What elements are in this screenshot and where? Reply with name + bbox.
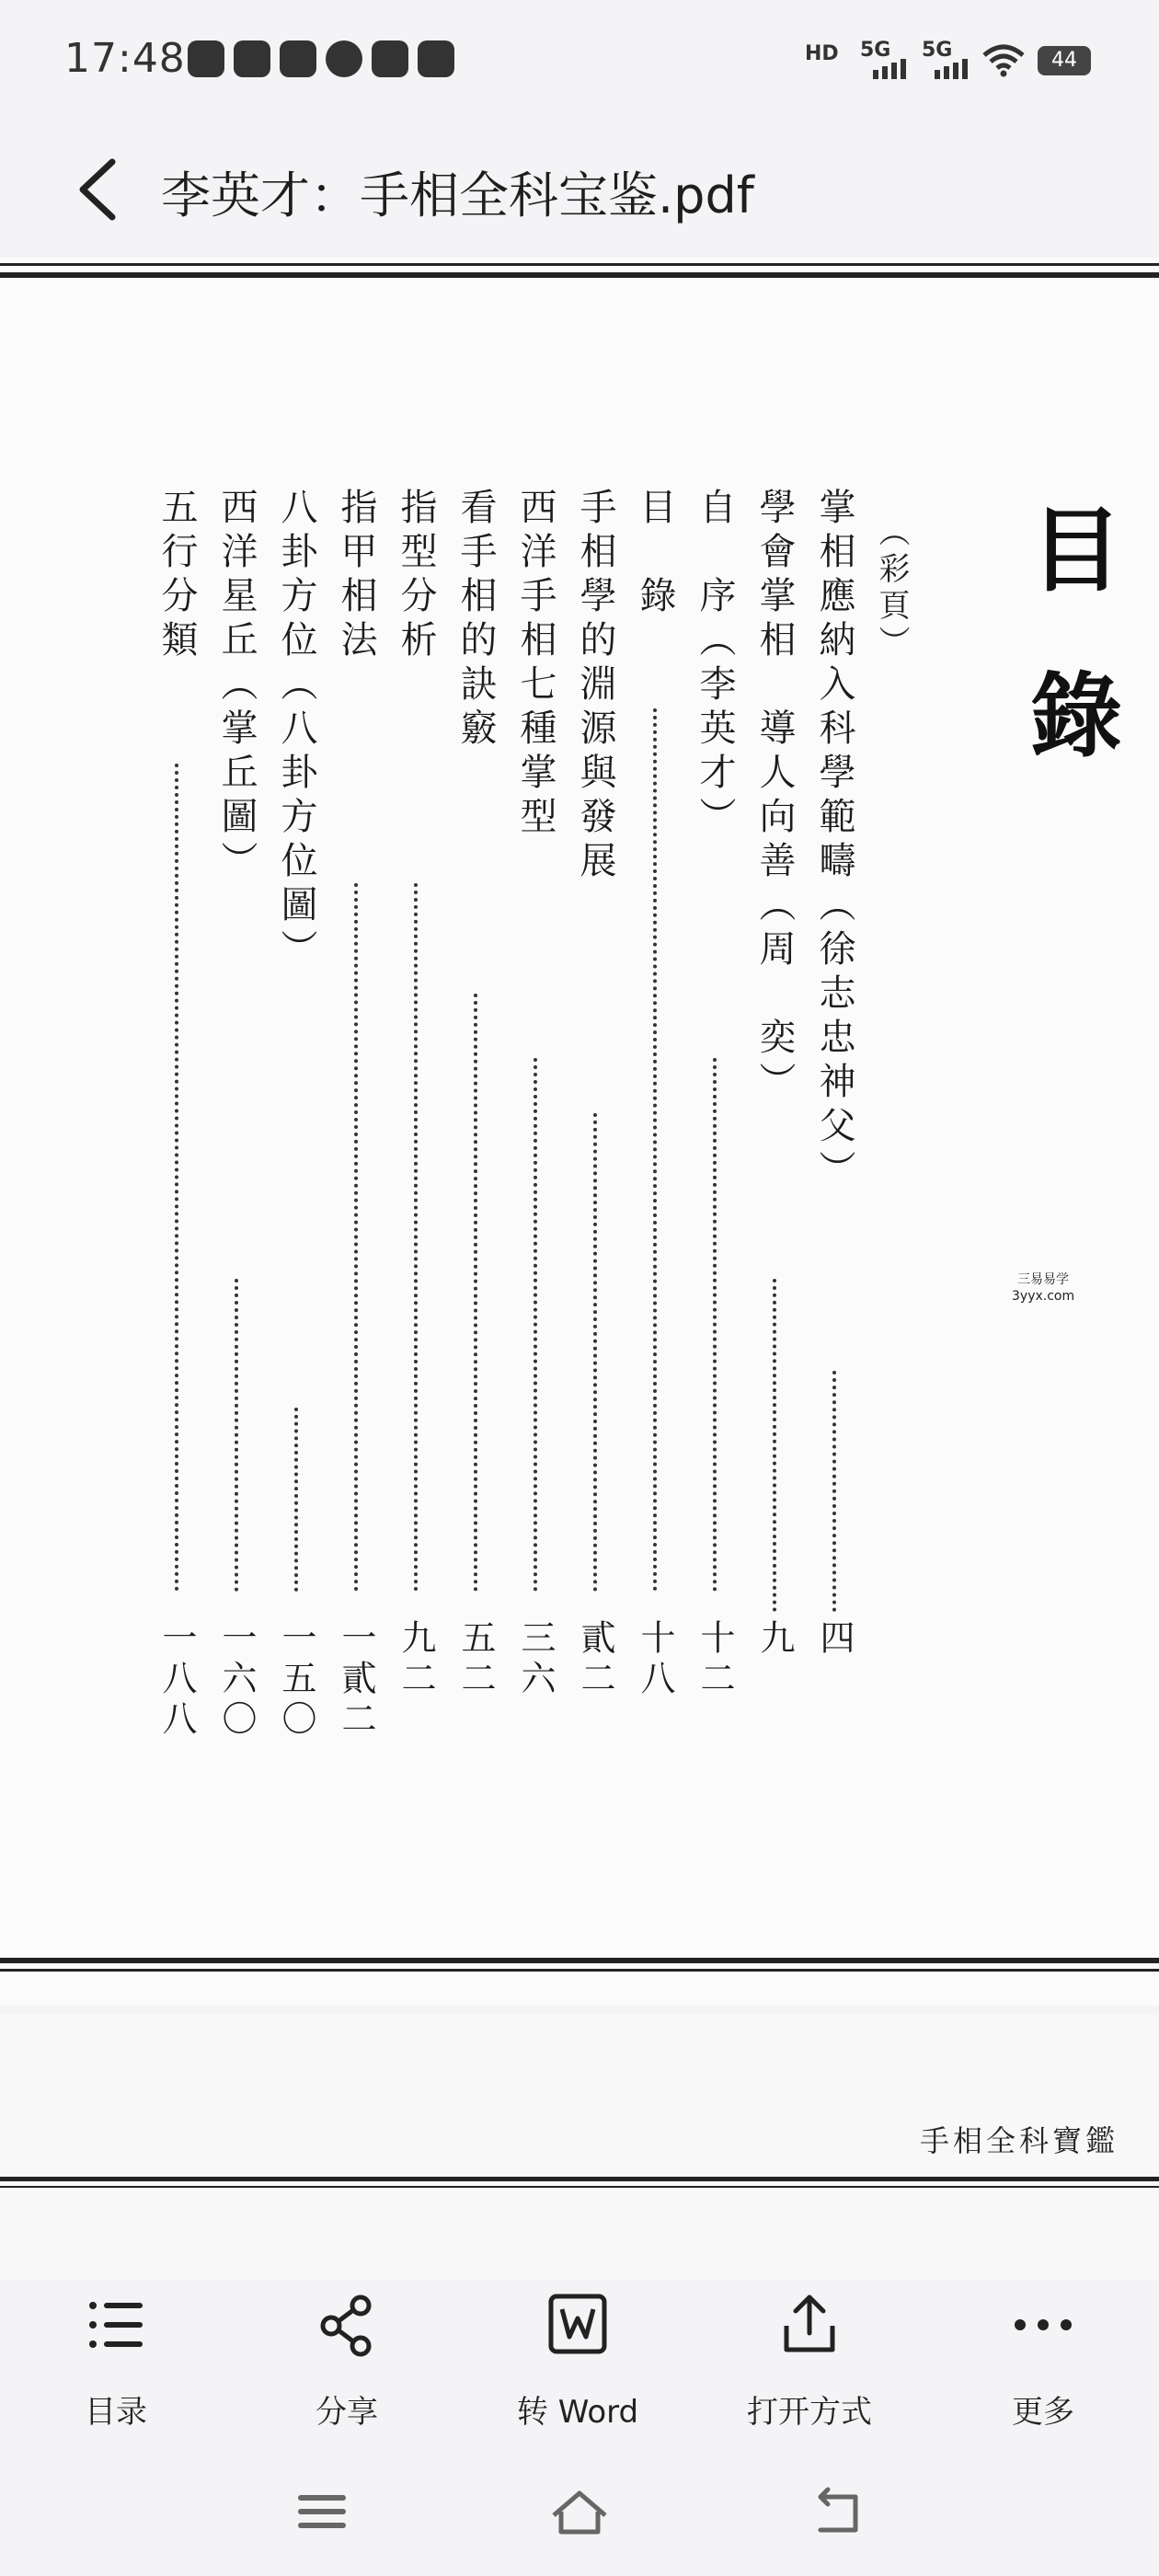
home-icon[interactable] bbox=[543, 2484, 616, 2539]
leader-dots bbox=[474, 994, 477, 1592]
leader-dots bbox=[414, 883, 418, 1592]
leader-dots bbox=[773, 1279, 776, 1612]
toc-entry[interactable]: 手相學的淵源與發展 貳二 bbox=[574, 488, 616, 1700]
open-with-button[interactable]: 打开方式 bbox=[717, 2280, 901, 2447]
toc-entry[interactable]: 目 錄 十八 bbox=[634, 488, 676, 1700]
hd-voice-indicator: HD bbox=[805, 42, 839, 65]
toc-entry[interactable]: 掌相應納入科學範疇（徐志忠神父） 四 bbox=[813, 488, 855, 1660]
toc-heading: 目錄 bbox=[1015, 501, 1123, 833]
page-bottom-rule-thick bbox=[0, 1958, 1159, 1963]
page-top-rule-thick bbox=[0, 272, 1159, 278]
back-arrow-icon[interactable] bbox=[72, 156, 123, 223]
toc-entry[interactable]: 指型分析 九二 bbox=[395, 488, 437, 1700]
table-of-contents bbox=[110, 488, 993, 1794]
battery-indicator: 44 bbox=[1038, 46, 1091, 75]
toc-entry[interactable]: 五行分類 一八八 bbox=[155, 488, 198, 1741]
leader-dots bbox=[235, 1279, 238, 1592]
toc-entry[interactable]: 指甲相法 一貳二 bbox=[335, 488, 377, 1741]
system-nav-bar bbox=[0, 2447, 1159, 2576]
back-nav-icon[interactable] bbox=[800, 2484, 874, 2539]
pdf-page-next[interactable] bbox=[0, 2015, 1159, 2282]
color-pages-label: （彩頁） bbox=[873, 515, 910, 662]
leader-dots bbox=[593, 1113, 597, 1592]
more-icon bbox=[1011, 2293, 1075, 2357]
signal-icon-2 bbox=[922, 59, 970, 79]
page2-rule-thin bbox=[0, 2186, 1159, 2188]
app-notification-icon bbox=[234, 40, 270, 77]
wifi-icon bbox=[982, 44, 1025, 77]
convert-word-button[interactable]: 转 Word bbox=[486, 2280, 670, 2447]
watermark: 三易易学 3yyx.com bbox=[1012, 1272, 1075, 1304]
toc-entry[interactable]: 自 序（李英才） 十二 bbox=[694, 488, 736, 1700]
leader-dots bbox=[534, 1058, 537, 1592]
leader-dots bbox=[354, 883, 358, 1592]
status-bar bbox=[0, 0, 1159, 120]
clock: 17:48 bbox=[64, 35, 186, 82]
toc-entry[interactable]: 學會掌相 導人向善（周 奕） 九 bbox=[753, 488, 796, 1660]
recent-apps-icon[interactable] bbox=[285, 2484, 359, 2539]
list-icon bbox=[84, 2293, 148, 2357]
leader-dots bbox=[175, 764, 178, 1592]
network-type-2: 5G bbox=[922, 39, 953, 62]
toc-entry[interactable]: 看手相的訣竅 五二 bbox=[454, 488, 497, 1700]
toc-entry[interactable]: 八卦方位（八卦方位圖） 一五〇 bbox=[275, 488, 317, 1741]
share-button[interactable]: 分享 bbox=[255, 2280, 439, 2447]
share-icon bbox=[315, 2293, 379, 2357]
qq-mail-icon bbox=[418, 40, 454, 77]
open-with-icon bbox=[777, 2293, 842, 2357]
message-icon bbox=[326, 40, 362, 77]
document-title: 李英才：手相全科宝鉴.pdf bbox=[161, 167, 754, 224]
toc-entry[interactable]: 西洋星丘（掌丘圖） 一六〇 bbox=[215, 488, 258, 1741]
leader-dots bbox=[832, 1371, 836, 1612]
leader-dots bbox=[653, 708, 657, 1592]
page2-rule-thick bbox=[0, 2177, 1159, 2181]
running-footer: 手相全科寶鑑 bbox=[920, 2123, 1119, 2158]
word-icon bbox=[545, 2293, 610, 2357]
pdf-page[interactable] bbox=[0, 258, 1159, 2006]
more-button[interactable]: 更多 bbox=[951, 2280, 1135, 2447]
leader-dots bbox=[294, 1408, 298, 1592]
app-header bbox=[0, 120, 1159, 258]
mail-icon bbox=[280, 40, 316, 77]
wechat-icon bbox=[188, 40, 224, 77]
page-top-rule-thin bbox=[0, 263, 1159, 266]
toc-entry[interactable]: 西洋手相七種掌型 三六 bbox=[514, 488, 557, 1700]
toc-button[interactable]: 目录 bbox=[24, 2280, 208, 2447]
alipay-icon bbox=[372, 40, 408, 77]
page-bottom-rule-thin bbox=[0, 1969, 1159, 1972]
network-type-1: 5G bbox=[860, 39, 891, 62]
signal-icon bbox=[860, 59, 908, 79]
leader-dots bbox=[713, 1058, 717, 1592]
bottom-toolbar bbox=[0, 2280, 1159, 2447]
